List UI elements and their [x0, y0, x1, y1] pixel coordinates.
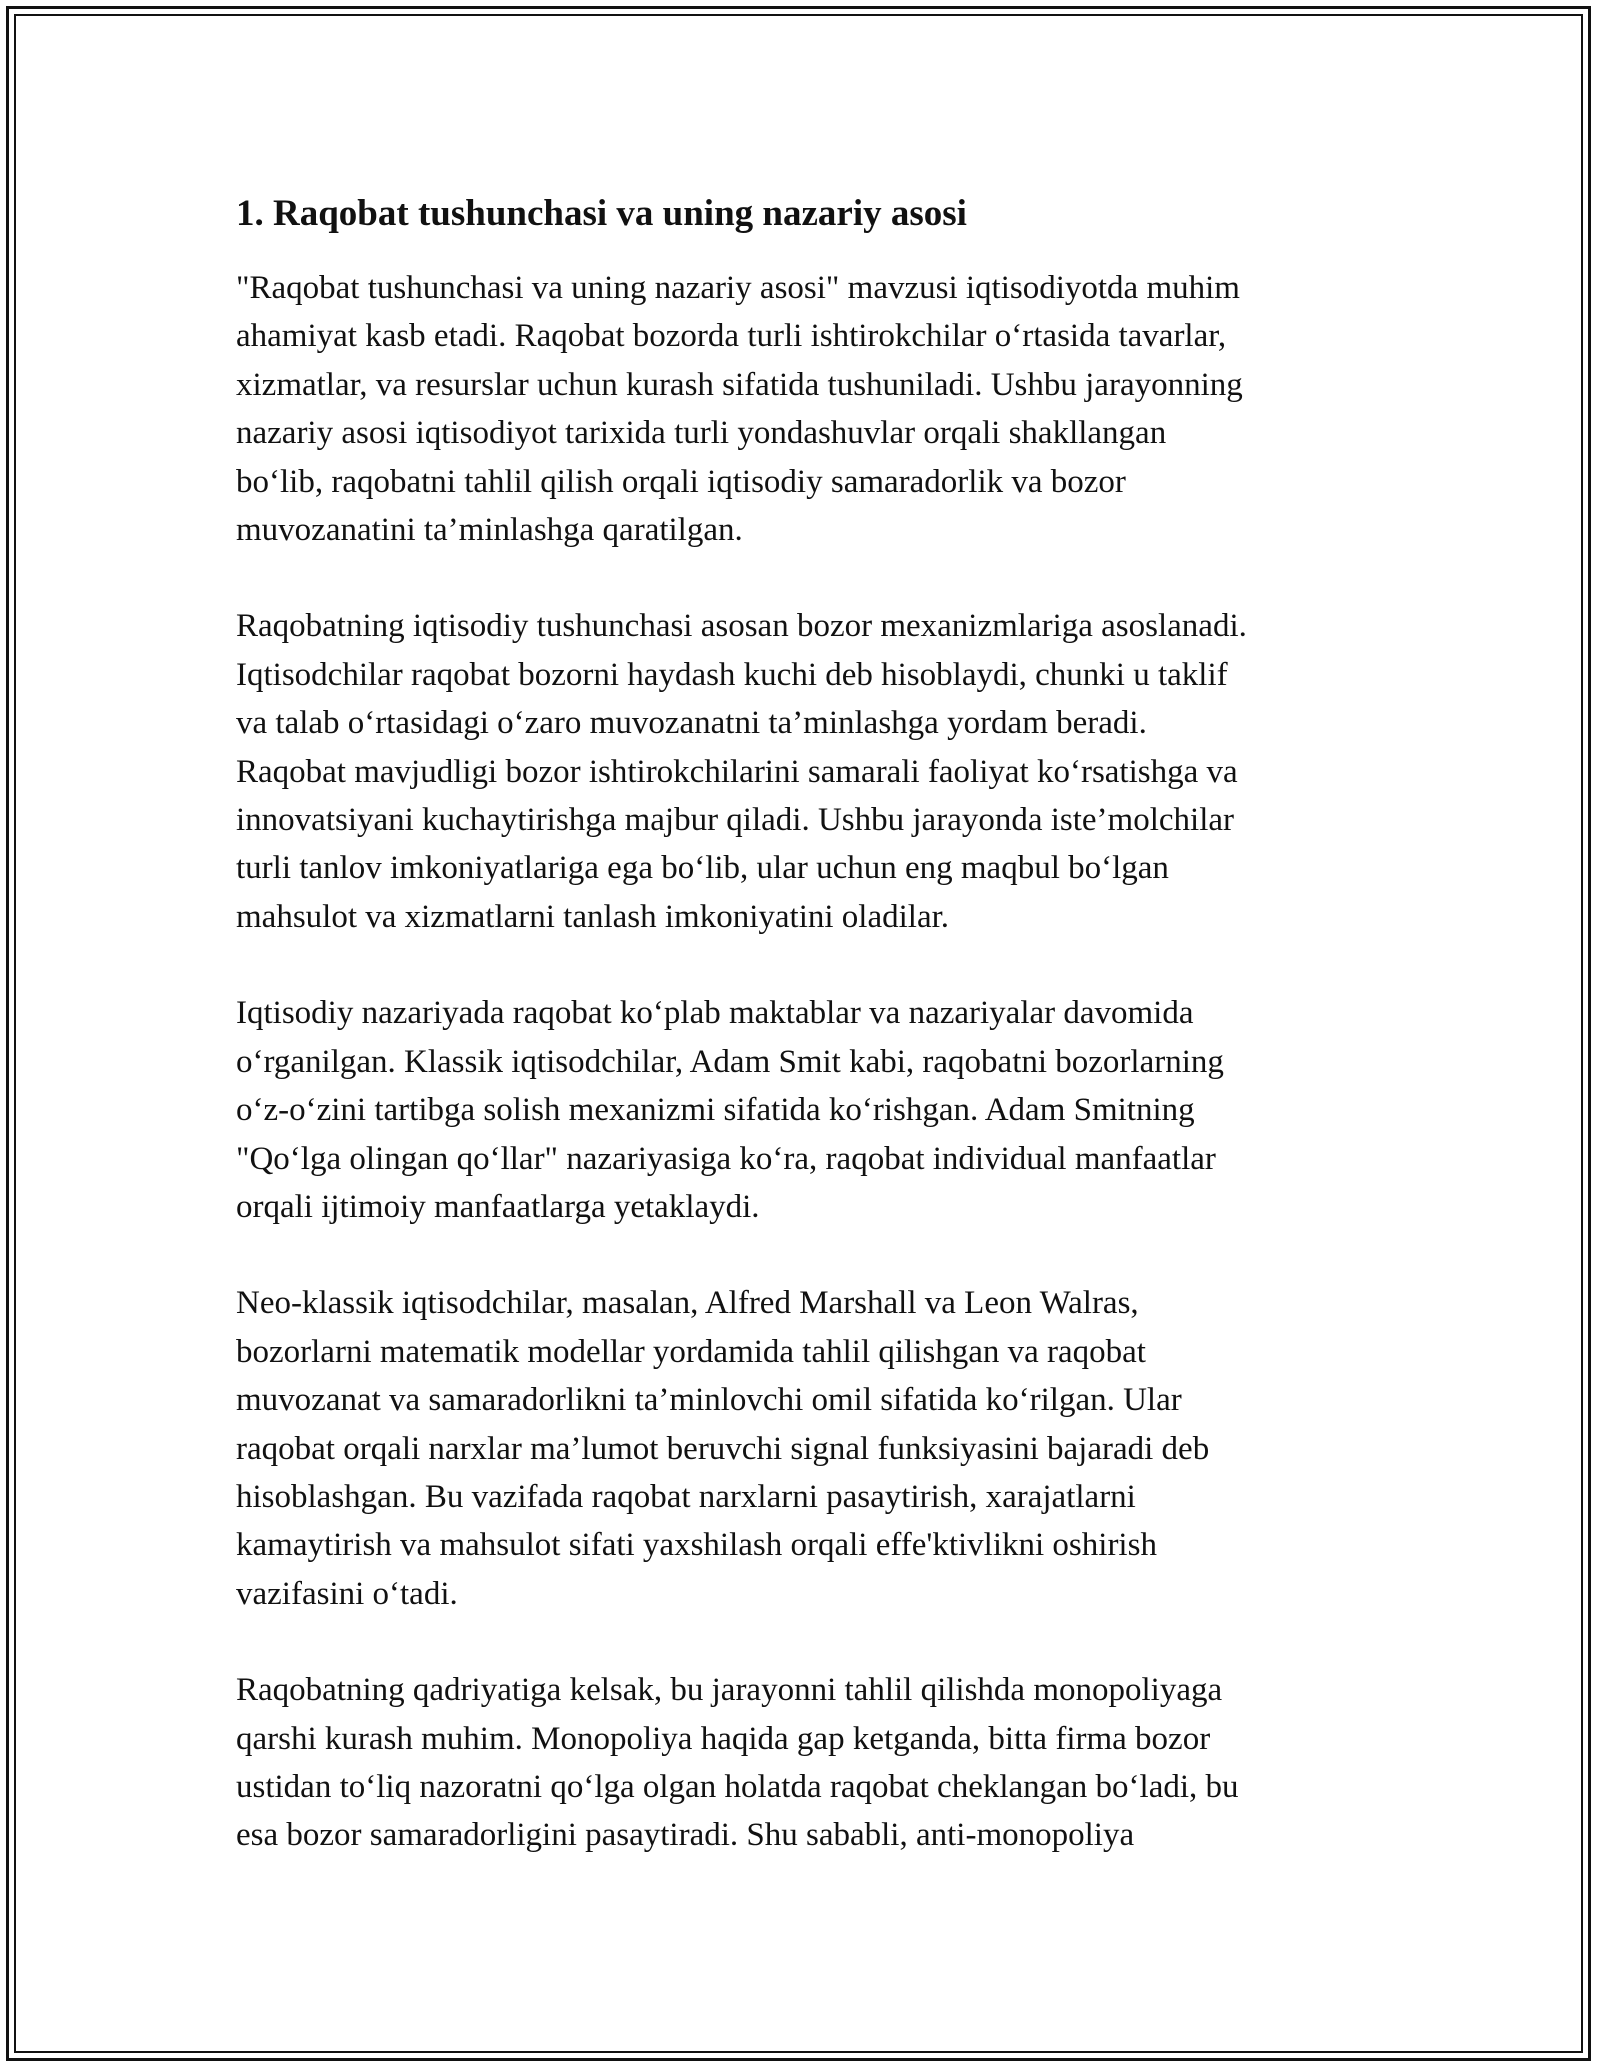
- text-line: "Raqobat tushunchasi va uning nazariy asosi" mavzusi iqtisodiyotda muhim: [236, 270, 1240, 306]
- paragraph-3: [236, 989, 1376, 1231]
- text-line: "Qo‘lga olingan qo‘llar" nazariyasiga ko‘ra, raqobat individual manfaatlar: [236, 1140, 1216, 1177]
- text-line: Raqobatning qadriyatiga kelsak, bu jarayonni tahlil qilishda monopoliyaga: [236, 1672, 1223, 1709]
- text-line: Raqobat mavjudligi bozor ishtirokchilarini samarali faoliyat ko‘rsatishga va: [236, 753, 1238, 790]
- text-line: orqali ijtimoiy manfaatlarga yetaklaydi.: [236, 1188, 760, 1225]
- text-line: va talab o‘rtasidagi o‘zaro muvozanatni ta’minlashga yordam beradi.: [236, 705, 1147, 742]
- text-line: innovatsiyani kuchaytirishga majbur qiladi. Ushbu jarayonda iste’molchilar: [236, 802, 1235, 839]
- text-line: turli tanlov imkoniyatlariga ega bo‘lib, ular uchun eng maqbul bo‘lgan: [236, 850, 1169, 887]
- paragraph-5: [236, 1666, 1376, 1860]
- text-line: esa bozor samaradorligini pasaytiradi. Shu sababli, anti-monopoliya: [236, 1817, 1135, 1854]
- text-line: hisoblashgan. Bu vazifada raqobat narxlarni pasaytirish, xarajatlarni: [236, 1478, 1136, 1515]
- text-line: bo‘lib, raqobatni tahlil qilish orqali iqtisodiy samaradorlik va bozor: [236, 463, 1126, 500]
- text-line: Iqtisodiy nazariyada raqobat ko‘plab maktablar va nazariyalar davomida: [236, 995, 1194, 1032]
- text-line: o‘z-o‘zini tartibga solish mexanizmi sifatida ko‘rishgan. Adam Smitning: [236, 1092, 1195, 1129]
- text-line: ustidan to‘liq nazoratni qo‘lga olgan holatda raqobat cheklangan bo‘ladi, bu: [236, 1768, 1239, 1805]
- text-line: nazariy asosi iqtisodiyot tarixida turli yondashuvlar orqali shakllangan: [236, 415, 1167, 452]
- text-line: ahamiyat kasb etadi. Raqobat bozorda turli ishtirokchilar o‘rtasida tavarlar,: [236, 318, 1227, 355]
- text-line: qarshi kurash muhim. Monopoliya haqida gap ketganda, bitta firma bozor: [236, 1720, 1211, 1757]
- text-line: o‘rganilgan. Klassik iqtisodchilar, Adam Smit kabi, raqobatni bozorlarning: [236, 1043, 1224, 1080]
- text-line: kamaytirish va mahsulot sifati yaxshilash orqali effe'ktivlikni oshirish: [236, 1527, 1157, 1564]
- text-line: muvozanatini ta’minlashga qaratilgan.: [236, 512, 743, 549]
- text-line: xizmatlar, va resurslar uchun kurash sifatida tushuniladi. Ushbu jarayonning: [236, 366, 1243, 403]
- text-line: Iqtisodchilar raqobat bozorni haydash kuchi deb hisoblaydi, chunki u taklif: [236, 656, 1228, 693]
- text-line: mahsulot va xizmatlarni tanlash imkoniyatini oladilar.: [236, 898, 950, 935]
- section-heading: 1. Raqobat tushunchasi va uning nazariy asosi: [236, 193, 967, 234]
- text-line: vazifasini o‘tadi.: [236, 1575, 458, 1612]
- text-line: Neo-klassik iqtisodchilar, masalan, Alfred Marshall va Leon Walras,: [236, 1285, 1139, 1322]
- document-body: [236, 190, 1376, 1908]
- paragraph-2: [236, 602, 1376, 941]
- text-line: bozorlarni matematik modellar yordamida tahlil qilishgan va raqobat: [236, 1333, 1146, 1370]
- paragraph-1: [236, 264, 1376, 554]
- text-line: raqobat orqali narxlar ma’lumot beruvchi signal funksiyasini bajaradi deb: [236, 1430, 1210, 1467]
- paragraph-4: [236, 1279, 1376, 1618]
- text-line: muvozanat va samaradorlikni ta’minlovchi omil sifatida ko‘rilgan. Ular: [236, 1382, 1182, 1419]
- text-line: Raqobatning iqtisodiy tushunchasi asosan bozor mexanizmlariga asoslanadi.: [236, 608, 1247, 645]
